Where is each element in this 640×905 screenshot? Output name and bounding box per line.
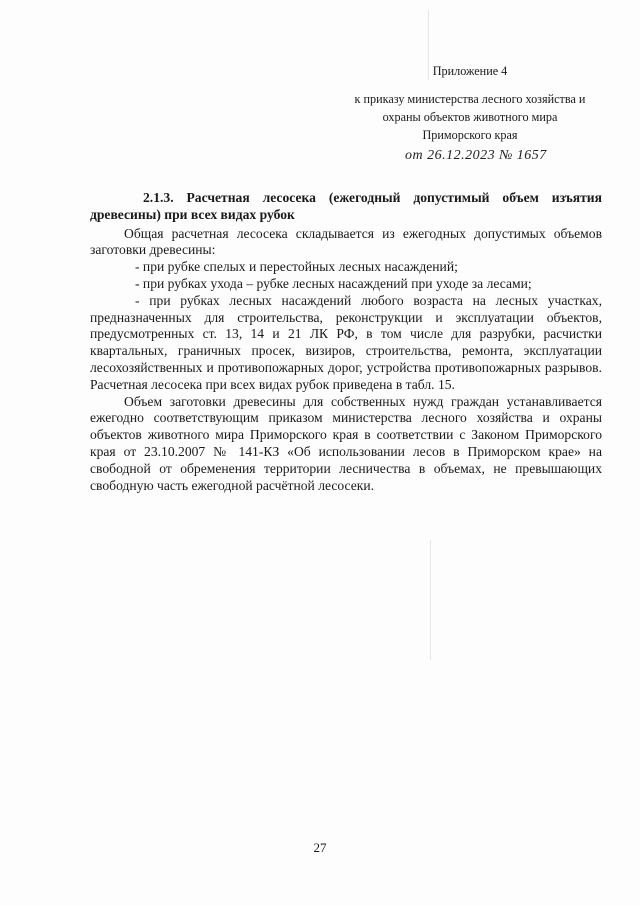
list-item: - при рубках ухода – рубке лесных насаждений при уходе за лесами;	[135, 275, 532, 291]
section-heading: 2.1.3. Расчетная лесосека (ежегодный допустимый объем изъятия древесины) при всех видах рубок	[90, 190, 602, 222]
appendix-order-line-2: охраны объектов животного мира	[382, 110, 558, 124]
appendix-order-line-3: Приморского края	[422, 128, 518, 142]
order-signature: от 26.12.2023 № 1657	[405, 148, 547, 163]
appendix-title: Приложение 4	[432, 64, 508, 78]
page-number: 27	[313, 840, 327, 855]
appendix-order-line-1: к приказу министерства лесного хозяйства и	[354, 92, 586, 106]
section-body	[90, 190, 602, 494]
scan-artifact	[430, 540, 431, 660]
section-intro: Общая расчетная лесосека складывается из ежегодных допустимых объемов заготовки древесины:	[90, 225, 602, 258]
section-paragraph: Объем заготовки древесины для собственных нужд граждан устанавливается ежегодно соответствующим приказом министерства лесного хозяйства и охраны объектов животного мира Приморского края в соответствии с Законом Приморского края от 23.10.2007 № 141-КЗ «Об использовании лесов в Приморском крае» на свободной от обременения территории лесничества в объемах, не превышающих свободную часть ежегодной расчётной лесосеки.	[90, 393, 602, 493]
list-item: - при рубке спелых и перестойных лесных насаждений;	[135, 259, 458, 275]
appendix-header	[338, 62, 602, 144]
list-item: - при рубках лесных насаждений любого возраста на лесных участках, предназначенных для строительства, реконструкции и эксплуатации объектов, предусмотренных ст. 13, 14 и 21 ЛК РФ, в том числе для разрубки, расчистки квартальных, граничных просек, визиров, строительства, ремонта, эксплуатации лесохозяйственных и противопожарных дорог, устройства противопожарных разрывов. Расчетная лесосека при всех видах рубок приведена в табл. 15.	[90, 292, 602, 392]
